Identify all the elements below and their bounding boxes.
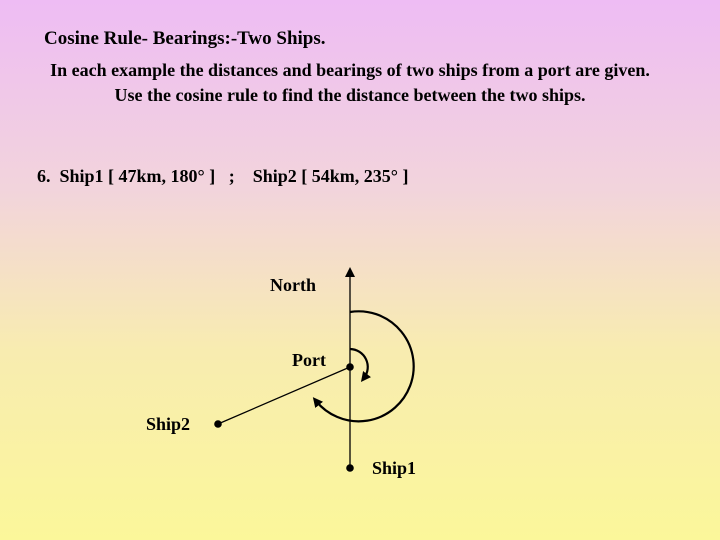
- north-label: North: [270, 275, 316, 295]
- ship1-point: [346, 464, 354, 472]
- bearing-arc-ship1: [350, 349, 368, 378]
- ship1-label: Ship1: [372, 458, 417, 478]
- ship2-label: Ship2: [146, 414, 191, 434]
- bearing-arc-ship2: [316, 311, 414, 421]
- instructions-text: In each example the distances and bearings of two ships from a port are given. Use the cosine rule to find the distance between the two ships.: [50, 60, 650, 105]
- port-label: Port: [292, 350, 326, 370]
- slide-title: Cosine Rule- Bearings:-Two Ships.: [44, 28, 326, 49]
- line-port-to-ship2: [218, 367, 350, 424]
- port-point: [346, 363, 354, 371]
- ship2-point: [214, 420, 222, 428]
- problem-statement: 6. Ship1 [ 47km, 180° ] ; Ship2 [ 54km, 235° ]: [37, 166, 409, 186]
